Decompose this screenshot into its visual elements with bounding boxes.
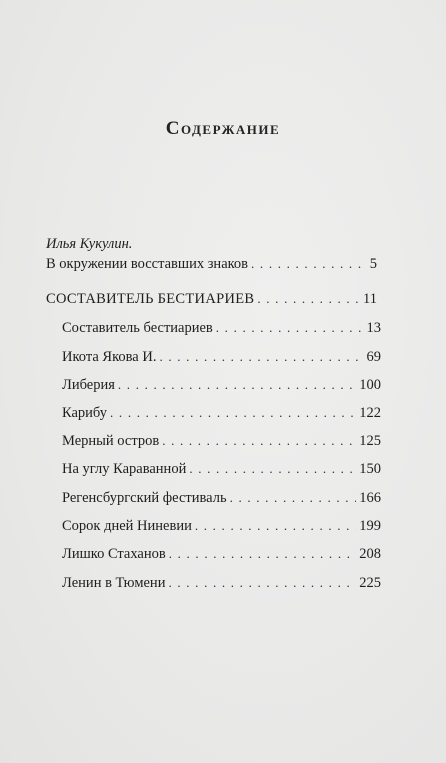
toc-entry-page: 13 <box>366 320 381 336</box>
leader-dots <box>110 405 356 421</box>
toc-entry <box>62 575 381 592</box>
toc-entry-label: На углу Караванной <box>62 461 187 477</box>
toc-section-heading <box>46 291 377 308</box>
toc-entry <box>62 490 381 507</box>
toc-entry-page: 122 <box>359 405 381 421</box>
toc-entry <box>62 320 381 337</box>
toc-entry <box>62 461 381 478</box>
toc-entry-intro <box>46 256 377 273</box>
toc-entry-label: Ленин в Тюмени <box>62 575 166 591</box>
toc-entry-page: 125 <box>359 433 381 449</box>
toc-entry-page: 208 <box>359 546 381 562</box>
toc-entry-label: Карибу <box>62 405 108 421</box>
toc-entry-label: Мерный остров <box>62 433 160 449</box>
toc-entry-label: Лишко Стаханов <box>62 546 166 562</box>
toc-entry-page: 150 <box>359 461 381 477</box>
toc-section-page: 11 <box>363 291 377 307</box>
toc-entry-label: Составитель бестиариев <box>62 320 213 336</box>
toc-entry <box>62 518 381 535</box>
toc-entry-page: 69 <box>366 349 381 365</box>
leader-dots <box>230 490 357 506</box>
leader-dots <box>195 518 356 534</box>
toc-entry <box>62 405 381 422</box>
leader-dots <box>257 291 360 307</box>
leader-dots <box>189 461 356 477</box>
leader-dots <box>162 433 356 449</box>
toc-entry-label: В окружении восставших знаков <box>46 256 249 272</box>
leader-dots <box>216 320 364 336</box>
toc-entry-page: 166 <box>359 490 381 506</box>
leader-dots <box>169 546 357 562</box>
toc-entry-label: Сорок дней Ниневии <box>62 518 192 534</box>
toc-entry-page: 199 <box>359 518 381 534</box>
toc-entry-page: 100 <box>359 377 381 393</box>
toc-entry <box>62 377 381 394</box>
toc-entry <box>62 546 381 563</box>
toc-entry-label: Икота Якова И. <box>62 349 157 365</box>
leader-dots <box>251 256 367 272</box>
toc-entry-page: 5 <box>369 256 377 272</box>
intro-author: Илья Кукулин. <box>46 236 133 252</box>
toc-entry-label: Регенсбургский фестиваль <box>62 490 227 506</box>
toc-entry-page: 225 <box>359 575 381 591</box>
toc-entry-label: Либерия <box>62 377 115 393</box>
toc-entry <box>62 349 381 366</box>
page-title: Содержание <box>165 118 281 139</box>
leader-dots <box>118 377 356 393</box>
toc-section-label: СОСТАВИТЕЛЬ БЕСТИАРИЕВ <box>46 291 255 307</box>
leader-dots <box>159 349 363 365</box>
leader-dots <box>168 575 356 591</box>
toc-entry <box>62 433 381 450</box>
